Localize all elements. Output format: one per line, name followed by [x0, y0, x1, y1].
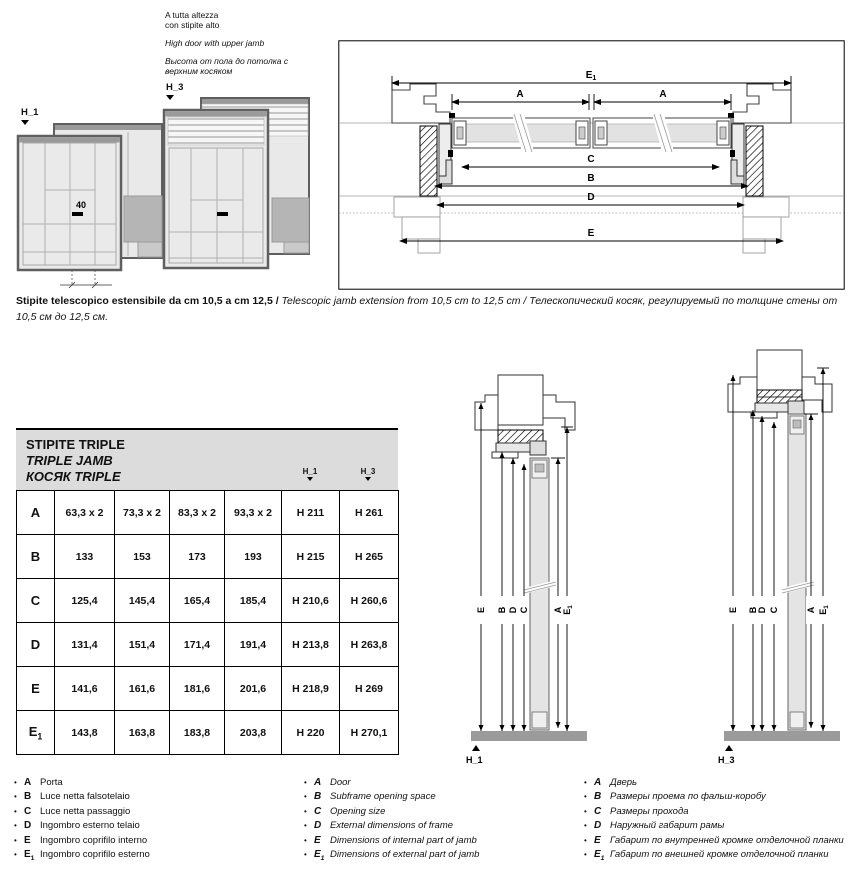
note-ru-1: Высота от пола до потолка с — [165, 56, 289, 66]
floor-bar — [724, 731, 840, 741]
door-handle — [72, 212, 83, 216]
spec-table-body — [17, 491, 399, 755]
legend-item — [584, 777, 844, 791]
table-cell: H 265 — [340, 535, 399, 579]
bullet-icon: • — [584, 806, 587, 816]
table-cell: 171,4 — [170, 623, 225, 667]
h3-section-label: H_3 — [718, 755, 735, 765]
table-cell: H 263,8 — [340, 623, 399, 667]
legend-item — [304, 791, 479, 805]
bullet-icon: • — [584, 821, 587, 831]
legend-text: Размеры прохода — [610, 805, 689, 817]
h3-marker-label: H_3 — [166, 82, 184, 93]
note-it-1: A tutta altezza — [165, 10, 219, 20]
door-leaf-left — [452, 114, 590, 152]
note-ru-2: верхним косяком — [165, 66, 233, 76]
dim-a-label: A — [553, 606, 563, 614]
legend-letter: A — [594, 777, 602, 788]
table-cell: H 210,6 — [282, 579, 340, 623]
legend-letter: D — [24, 820, 32, 832]
legend-text: Subframe opening space — [330, 791, 436, 803]
door-leaf — [782, 414, 814, 730]
dim-e-label: E — [587, 228, 595, 239]
legend-letter: A — [314, 777, 322, 788]
legend-text: Opening size — [330, 805, 386, 817]
dimension-labels — [476, 596, 574, 624]
table-cell: H 220 — [282, 711, 340, 755]
floor-bar — [471, 731, 587, 741]
legend-item — [584, 806, 844, 820]
table-row — [17, 535, 399, 579]
legend-letter: $E_1$ — [594, 848, 605, 862]
spec-table-header — [16, 428, 398, 490]
legend-text: Door — [330, 777, 351, 788]
table-cell: 83,3 x 2 — [170, 491, 225, 535]
legend-text: Ingombro esterno telaio — [40, 820, 140, 832]
dimension-lines — [733, 368, 829, 731]
table-cell: 73,3 x 2 — [115, 491, 170, 535]
legend-item — [304, 777, 479, 791]
legend-text: Наружный габарит рамы — [610, 820, 725, 832]
table-title-ru: КОСЯК TRIPLE — [26, 469, 121, 484]
dim-a-label: A — [806, 606, 816, 614]
table-cell: 153 — [115, 535, 170, 579]
h1-up-triangle-icon — [472, 745, 480, 751]
top-note — [165, 10, 288, 76]
head-assembly — [728, 350, 832, 418]
legend-item — [584, 849, 844, 863]
table-cell: H 260,6 — [340, 579, 399, 623]
legend-item — [304, 849, 479, 863]
bullet-icon: • — [14, 835, 17, 845]
table-row — [17, 491, 399, 535]
table-cell: 165,4 — [170, 579, 225, 623]
dim-c-label: C — [519, 606, 529, 614]
door-elevations — [0, 92, 340, 292]
legend — [0, 777, 863, 872]
dim-a-left-label: A — [516, 89, 524, 100]
legend-item — [14, 820, 150, 834]
legend-text: Dimensions of internal part of jamb — [330, 834, 477, 846]
bullet-icon: • — [584, 778, 587, 787]
door-handle — [217, 212, 228, 216]
col-header-h3 — [354, 467, 382, 481]
table-cell: 125,4 — [55, 579, 115, 623]
row-label: E — [17, 667, 55, 711]
legend-item — [304, 835, 479, 849]
door-h1-dim-lines — [60, 270, 112, 288]
row-label: A — [17, 491, 55, 535]
legend-letter: A — [24, 777, 32, 788]
table-cell: H 269 — [340, 667, 399, 711]
legend-item — [584, 791, 844, 805]
dim-e-label: E — [728, 606, 738, 614]
caption-italic: Telescopic jamb extension from 10,5 cm to 12,5 cm / Телескопический косяк, регулируемый по толщине стены от 10,5 см до 12,5 см. — [16, 295, 838, 323]
table-cell: H 261 — [340, 491, 399, 535]
col-header-h1-label: H_1 — [302, 467, 318, 476]
note-en: High door with upper jamb — [165, 38, 265, 48]
dim-e-label: E — [476, 606, 486, 614]
legend-item — [14, 806, 150, 820]
table-cell: 133 — [55, 535, 115, 579]
legend-text: Габарит по внутренней кромке отделочной планки — [610, 834, 844, 846]
bullet-icon: • — [14, 778, 17, 787]
legend-text: Ingombro coprifilo esterno — [40, 848, 150, 860]
table-cell: 163,8 — [115, 711, 170, 755]
legend-item — [14, 849, 150, 863]
legend-item — [14, 777, 150, 791]
table-cell: 191,4 — [225, 623, 282, 667]
dimension-labels — [728, 596, 830, 624]
legend-text: External dimensions of frame — [330, 820, 454, 832]
dim-e1-label: $E_1$ — [585, 70, 597, 82]
table-cell: 181,6 — [170, 667, 225, 711]
row-label: $E_1$ — [17, 711, 55, 755]
h1-marker-label: H_1 — [21, 107, 39, 118]
dim-c-label: C — [587, 154, 595, 165]
legend-col-it — [14, 777, 150, 863]
bullet-icon: • — [584, 792, 587, 802]
dim-d-label: D — [587, 192, 595, 203]
table-row — [17, 711, 399, 755]
bullet-icon: • — [584, 835, 587, 845]
table-title-it: STIPITE TRIPLE — [26, 437, 125, 452]
legend-letter: $E_1$ — [24, 848, 35, 862]
horizontal-section-drawing — [338, 40, 845, 290]
legend-text: Dimensions of external part of jamb — [330, 848, 480, 860]
table-cell: 63,3 x 2 — [55, 491, 115, 535]
table-cell: 151,4 — [115, 623, 170, 667]
row-label: D — [17, 623, 55, 667]
table-cell: 185,4 — [225, 579, 282, 623]
h1-col-triangle-icon — [307, 477, 313, 481]
bullet-icon: • — [14, 849, 17, 859]
legend-col-ru — [584, 777, 844, 863]
legend-item — [584, 820, 844, 834]
bullet-icon: • — [14, 821, 17, 831]
door-h1-front — [18, 136, 121, 270]
door-leaf — [524, 458, 556, 730]
table-cell: 183,8 — [170, 711, 225, 755]
bullet-icon: • — [14, 792, 17, 802]
spec-table — [16, 428, 398, 755]
bullet-icon: • — [304, 821, 307, 831]
table-row — [17, 579, 399, 623]
legend-letter: B — [594, 791, 602, 803]
legend-letter: $E_1$ — [314, 848, 325, 862]
table-cell: 193 — [225, 535, 282, 579]
bullet-icon: • — [304, 806, 307, 816]
legend-letter: C — [594, 805, 602, 817]
row-label: B — [17, 535, 55, 579]
bullet-icon: • — [304, 835, 307, 845]
table-title-en: TRIPLE JAMB — [26, 453, 113, 468]
vertical-section-h3 — [690, 340, 863, 775]
dim-b-label: B — [497, 606, 507, 614]
legend-item — [584, 835, 844, 849]
door-handle-dim: 40 — [75, 200, 87, 210]
dim-d-label: D — [508, 606, 518, 614]
col-header-h1 — [296, 467, 324, 481]
legend-item — [14, 835, 150, 849]
legend-letter: E — [24, 834, 31, 846]
h3-col-triangle-icon — [365, 477, 371, 481]
table-cell: H 215 — [282, 535, 340, 579]
legend-letter: E — [594, 834, 601, 846]
dim-a-right-label: A — [659, 89, 667, 100]
table-cell: 143,8 — [55, 711, 115, 755]
h3-up-triangle-icon — [725, 745, 733, 751]
legend-text: Porta — [40, 777, 63, 788]
table-cell: H 218,9 — [282, 667, 340, 711]
row-label: C — [17, 579, 55, 623]
legend-item — [304, 820, 479, 834]
table-cell: 93,3 x 2 — [225, 491, 282, 535]
legend-text: Размеры проема по фальш-коробу — [610, 791, 766, 803]
legend-text: Габарит по внешней кромке отделочной планки — [610, 848, 829, 860]
legend-item — [14, 791, 150, 805]
dim-e1-label: $E_1$ — [818, 605, 830, 615]
table-cell: 145,4 — [115, 579, 170, 623]
dim-d-label: D — [757, 606, 767, 614]
note-it-2: con stipite alto — [165, 20, 220, 30]
table-row — [17, 623, 399, 667]
dim-e1-label: $E_1$ — [562, 605, 574, 615]
table-cell: 141,6 — [55, 667, 115, 711]
legend-letter: C — [24, 805, 32, 817]
door-leaf-right — [593, 114, 731, 152]
col-header-h3-label: H_3 — [360, 467, 376, 476]
legend-letter: E — [314, 834, 321, 846]
bullet-icon: • — [14, 806, 17, 816]
table-cell: 131,4 — [55, 623, 115, 667]
table-cell: 201,6 — [225, 667, 282, 711]
legend-text: Дверь — [610, 777, 638, 788]
legend-letter: B — [24, 791, 32, 803]
bullet-icon: • — [584, 849, 587, 859]
legend-letter: C — [314, 805, 322, 817]
bullet-icon: • — [304, 849, 307, 859]
table-cell: H 270,1 — [340, 711, 399, 755]
door-h3-front — [164, 110, 268, 268]
dim-c-label: C — [769, 606, 779, 614]
dim-b-label: B — [748, 606, 758, 614]
table-cell: 203,8 — [225, 711, 282, 755]
caption-bold: Stipite telescopico estensibile da cm 10,5 a cm 12,5 / — [16, 295, 282, 307]
legend-text: Ingombro coprifilo interno — [40, 834, 148, 846]
legend-letter: D — [314, 820, 322, 832]
bullet-icon: • — [304, 792, 307, 802]
vertical-section-h1 — [430, 340, 610, 775]
telescopic-caption — [16, 293, 846, 325]
legend-col-en — [304, 777, 479, 863]
table-cell: 173 — [170, 535, 225, 579]
dim-b-label: B — [587, 173, 595, 184]
spec-table-grid — [16, 490, 399, 755]
table-row — [17, 667, 399, 711]
h1-section-label: H_1 — [466, 755, 483, 765]
table-cell: 161,6 — [115, 667, 170, 711]
legend-text: Luce netta passaggio — [40, 805, 131, 817]
legend-letter: B — [314, 791, 322, 803]
head-assembly — [475, 375, 575, 458]
legend-text: Luce netta falsotelaio — [40, 791, 130, 803]
table-cell: H 211 — [282, 491, 340, 535]
legend-letter: D — [594, 820, 602, 832]
bullet-icon: • — [304, 778, 307, 787]
table-cell: H 213,8 — [282, 623, 340, 667]
legend-item — [304, 806, 479, 820]
